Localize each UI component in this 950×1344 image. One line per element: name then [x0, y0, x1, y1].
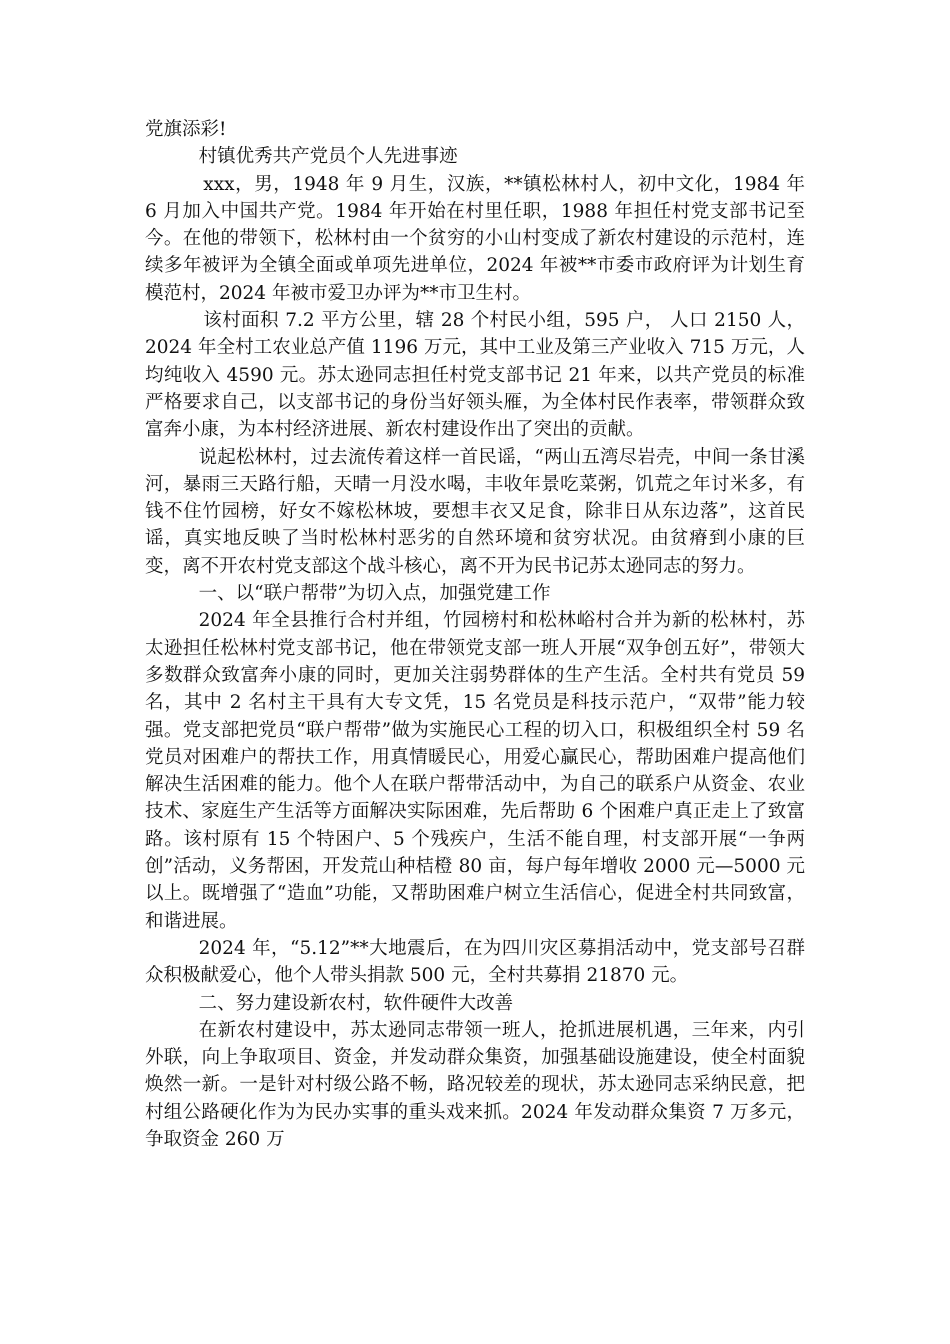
paragraph-folk-song: 说起松林村，过去流传着这样一首民谣，“两山五湾尽岩壳，中间一条甘溪河，暴雨三天路行船，天晴一月没水喝，丰收年景吃菜粥，饥荒之年讨米多，有钱不住竹园榜，好女不嫁松林坡，要想丰衣又足食，除非日从东边落”，这首民谣，真实地反映了当时松林村恶劣的自然环境和贫穷状况。由贫瘠到小康的巨变，离不开农村党支部这个战斗核心，离不开为民书记苏太逊同志的努力。: [145, 446, 805, 577]
paragraph-new-village: 在新农村建设中，苏太逊同志带领一班人，抢抓进展机遇，三年来，内引外联，向上争取项目、资金，并发动群众集资，加强基础设施建设，使全村面貌焕然一新。一是针对村级公路不畅，路况较差的现状，苏太逊同志采纳民意，把村组公路硬化作为为民办实事的重头戏来抓。2024 年发动群众集资 7 万多元，争取资金 260 万: [145, 1019, 805, 1150]
paragraph-village-overview: 该村面积 7.2 平方公里，辖 28 个村民小组，595 户， 人口 2150 人，2024 年全村工农业总产值 1196 万元，其中工业及第三产业收入 715 万元，人均纯收入 4590 元。苏太逊同志担任村党支部书记 21 年来，以共产党员的标准严格要求自己，以支部书记的身份当好领头雁，为全体村民作表率，带领群众致富奔小康，为本村经济进展、新农村建设作出了突出的贡献。: [145, 310, 805, 441]
section-heading-1: 一、以“联户帮带”为切入点，加强党建工作: [198, 583, 551, 605]
paragraph-earthquake-donation: 2024 年，“5.12”**大地震后，在为四川灾区募捐活动中，党支部号召群众积极献爱心，他个人带头捐款 500 元，全村共募捐 21870 元。: [145, 937, 805, 987]
lead-line: 党旗添彩!: [145, 119, 227, 140]
document-heading: 村镇优秀共产党员个人先进事迹: [198, 146, 458, 168]
paragraph-profile: xxx，男，1948 年 9 月生，汉族，**镇松林村人，初中文化，1984 年 6 月加入中国共产党。1984 年开始在村里任职，1988 年担任村党支部书记至今。在他的带领下，松林村由一个贫穷的小山村变成了新农村建设的示范村，连续多年被评为全镇全面或单项先进单位，2024 年被**市委市政府评为计划生育模范村，2024 年被市爱卫办评为**市卫生村。: [145, 173, 805, 304]
document-page: [145, 116, 805, 1153]
paragraph-party-building: 2024 年全县推行合村并组，竹园榜村和松林峪村合并为新的松林村，苏太逊担任松林村党支部书记，他在带领党支部一班人开展“双争创五好”，带领大多数群众致富奔小康的同时，更加关注弱势群体的生产生活。全村共有党员 59 名，其中 2 名村主干具有大专文凭，15 名党员是科技示范户，“双带”能力较强。党支部把党员“联户帮带”做为实施民心工程的切入口，积极组织全村 59 名党员对困难户的帮扶工作，用真情暖民心，用爱心赢民心，帮助困难户提高他们解决生活困难的能力。他个人在联户帮带活动中，为自己的联系户从资金、农业技术、家庭生产生活等方面解决实际困难，先后帮助 6 个困难户真正走上了致富路。该村原有 15 个特困户、5 个残疾户，生活不能自理，村支部开展“一争两创”活动，义务帮困，开发荒山种桔橙 80 亩，每户每年增收 2000 元—5000 元以上。既增强了“造血”功能，又帮助困难户树立生活信心，促进全村共同致富，和谐进展。: [145, 610, 805, 932]
section-heading-2: 二、努力建设新农村，软件硬件大改善: [198, 992, 514, 1014]
